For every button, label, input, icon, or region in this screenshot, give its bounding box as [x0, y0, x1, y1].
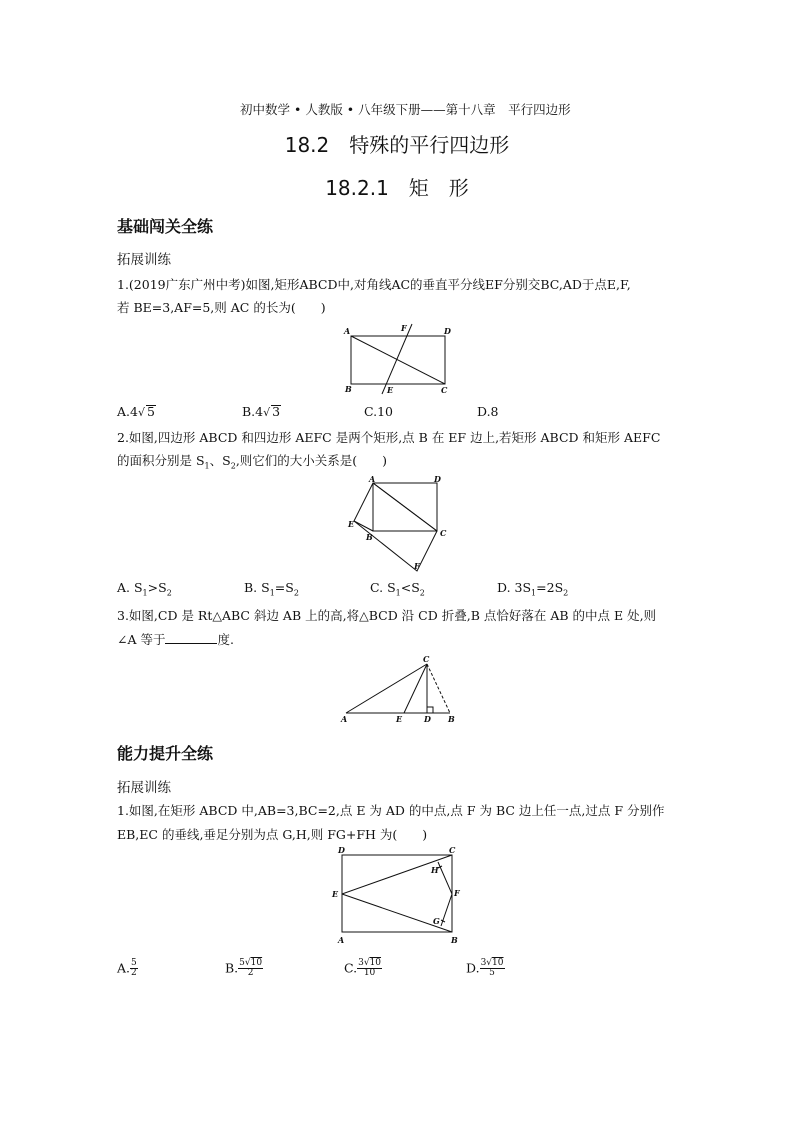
q1-option-c[interactable]: C.10 — [364, 404, 393, 419]
label-b: B — [451, 935, 458, 945]
q2-text-line2: 的面积分别是 $S_1$、$S_2$,则它们的大小关系是( ) — [117, 453, 388, 471]
right-angle-mark — [427, 707, 433, 713]
label-e: E — [332, 889, 339, 899]
q2-option-d[interactable]: D. $3S_1=2S_2$ — [497, 580, 569, 598]
q1-option-a[interactable]: A.4√ 5 — [117, 404, 155, 419]
label-c: C — [440, 528, 447, 538]
label-f: F — [401, 323, 407, 333]
label-a: A — [341, 714, 348, 724]
q1-option-b[interactable]: B.4√ 3 — [242, 404, 281, 419]
label-h: H — [431, 865, 439, 875]
section-heading-basic: 基础闯关全练 — [117, 217, 214, 236]
label-a: A — [338, 935, 345, 945]
diagonal-ac — [373, 483, 437, 531]
label-b: B — [345, 384, 352, 394]
label-d: D — [338, 845, 345, 855]
q2-option-c[interactable]: C. $S_1<S_2$ — [370, 580, 425, 598]
s2-q1-option-d[interactable]: D. $\frac{3√10}{5}$ — [466, 958, 504, 979]
label-c: C — [449, 845, 456, 855]
subheading-extension-2: 拓展训练 — [117, 780, 171, 796]
s2-q1-figure — [328, 845, 468, 948]
label-a: A — [344, 326, 351, 336]
segment-cb-dashed — [427, 664, 450, 713]
q3-figure — [338, 650, 466, 725]
s2-q1-text-line2: EB,EC 的垂线,垂足分别为点 G,H,则 FG+FH 为( ) — [117, 827, 428, 842]
label-d: D — [434, 474, 441, 484]
s2-q1-option-b[interactable]: B. $\frac{5√10}{2}$ — [225, 958, 263, 979]
q3-answer-blank[interactable] — [165, 631, 217, 644]
s2-q1-text-line1: 1.如图,在矩形 ABCD 中,AB=3,BC=2,点 E 为 AD 的中点,点 F 为 BC 边上任一点,过点 F 分别作 — [117, 803, 665, 818]
section-title: 18.2.1 矩 形 — [325, 176, 469, 200]
perpendiculars-fh-fg — [438, 862, 452, 926]
label-b: B — [366, 532, 373, 542]
label-d: D — [424, 714, 431, 724]
label-e: E — [387, 385, 394, 395]
page-header: 初中数学 • 人教版 • 八年级下册——第十八章 平行四边形 — [240, 102, 571, 117]
label-a: A — [369, 474, 376, 484]
label-e: E — [396, 714, 403, 724]
subheading-extension: 拓展训练 — [117, 252, 171, 268]
q2-option-b[interactable]: B. $S_1=S_2$ — [244, 580, 299, 598]
label-f: F — [454, 888, 460, 898]
label-g: G — [433, 916, 440, 926]
q1-text-line1: 1.(2019广东广州中考)如图,矩形ABCD中,对角线AC的垂直平分线EF分别交BC,AD于点E,F, — [117, 277, 631, 292]
s2-q1-option-c[interactable]: C. $\frac{3√10}{10}$ — [344, 958, 382, 979]
q3-text-line1: 3.如图,CD 是 Rt△ABC 斜边 AB 上的高,将△BCD 沿 CD 折叠,B 点恰好落在 AB 的中点 E 处,则 — [117, 608, 657, 623]
segment-eb — [342, 894, 452, 932]
chapter-title: 18.2 特殊的平行四边形 — [284, 133, 510, 157]
label-b: B — [448, 714, 455, 724]
label-d: D — [444, 326, 451, 336]
q3-text-line2: ∠A 等于 度. — [117, 632, 234, 647]
segment-eb — [354, 521, 373, 531]
q2-text-line1: 2.如图,四边形 ABCD 和四边形 AEFC 是两个矩形,点 B 在 EF 边上,若矩形 ABCD 和矩形 AEFC — [117, 430, 661, 445]
q2-option-a[interactable]: A. $S_1>S_2$ — [117, 580, 172, 598]
q1-text-line2: 若 BE=3,AF=5,则 AC 的长为( ) — [117, 300, 326, 315]
label-c: C — [423, 654, 430, 664]
q1-figure — [335, 322, 460, 397]
leg-ac — [346, 664, 427, 713]
section-heading-ability: 能力提升全练 — [117, 744, 214, 763]
label-c: C — [441, 385, 448, 395]
label-e: E — [348, 519, 355, 529]
s2-q1-option-a[interactable]: A. $\frac{5}{2}$ — [117, 958, 137, 979]
q2-figure — [342, 474, 457, 574]
q1-option-d[interactable]: D.8 — [477, 404, 499, 419]
diagonal-ac — [351, 336, 445, 384]
label-f: F — [414, 561, 420, 571]
